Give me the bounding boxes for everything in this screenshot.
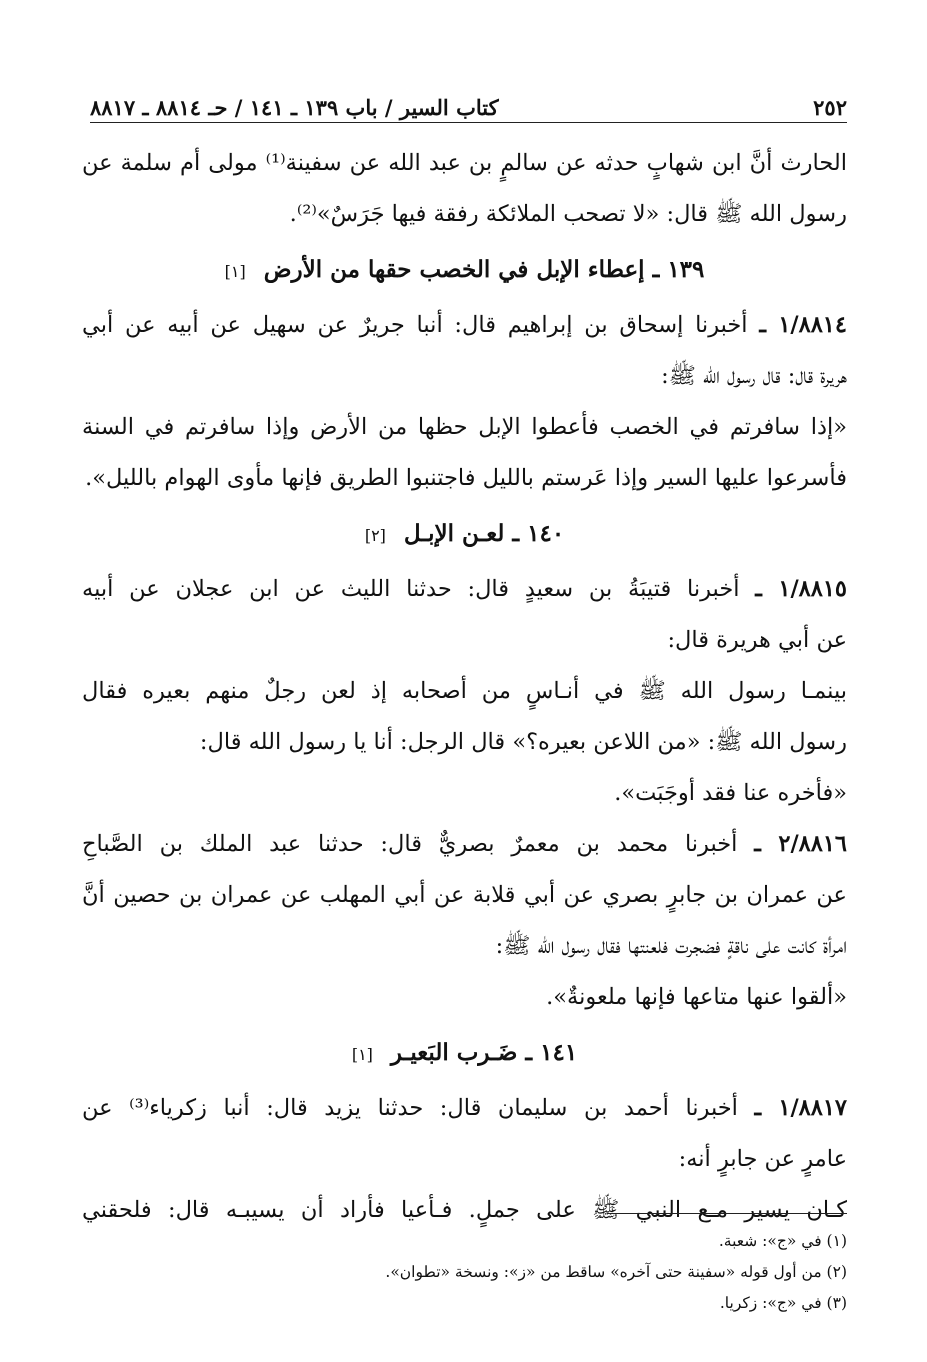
chapter-heading	[82, 504, 847, 564]
chapter-title: ١٣٩ ـ إعطاء الإبل في الخصب حقها من الأرض	[263, 256, 705, 283]
running-header	[90, 84, 847, 123]
hadith-line: رسول الله ﷺ: «من اللاعن بعيره؟» قال الرجل: أنا يا رسول الله قال:	[199, 729, 847, 755]
hadith-text: أخبرنا قتيبَةُ بن سعيدٍ قال: حدثنا الليث عن ابن عجلان عن أبيه	[82, 576, 740, 602]
hadith-line: امرأة كانت على ناقةٍ فضجرت فلعنتها فقال رسول الله ﷺ:	[495, 933, 847, 959]
hadith-line: عن أبي هريرة قال:	[667, 627, 847, 653]
hadith-line: كـان يسير مـع النبي ﷺ على جملٍ. فـأعيا فأراد أن يسيبـه قال: فلحقني	[82, 1197, 847, 1223]
hadith-text: أخبرنا محمد بن معمرٌ بصريٌّ قال: حدثنا عبد الملك بن الصَّباحِ	[82, 831, 738, 857]
hadith-number: ١/٨٨١٧ ـ	[754, 1095, 847, 1121]
hadith-line	[82, 300, 847, 351]
chapter-title: ١٤١ ـ ضَـرب البَعيـر	[390, 1039, 578, 1066]
hadith-number: ١/٨٨١٤ ـ	[759, 312, 847, 338]
hadith-line: عامرٍ عن جابرٍ أنه:	[678, 1146, 847, 1172]
hadith-line	[82, 1083, 847, 1134]
chapter-heading	[82, 1023, 847, 1083]
chapter-heading	[82, 240, 847, 300]
hadith-number: ١/٨٨١٥ ـ	[755, 576, 847, 602]
page-number: ٢٥٢	[813, 95, 847, 120]
hadith-line	[82, 564, 847, 615]
hadith-line: «فأخره عنا فقد أوجَبَت».	[614, 780, 847, 806]
footnote-rule	[607, 1213, 847, 1214]
footnote: (١) في «ج»: شعبة.	[718, 1232, 847, 1250]
hadith-line: بينمـا رسول الله ﷺ في أنـاسٍ من أصحابه إذ لعن رجلٌ منهم بعيره فقال	[82, 678, 847, 704]
chapter-tag: [٢]	[364, 526, 386, 545]
hadith-line: «إذا سافرتم في الخصب فأعطوا الإبل حظها من الأرض وإذا سافرتم في السنة	[82, 414, 847, 440]
hadith-line: هريرة قال: قال رسول الله ﷺ:	[661, 363, 847, 389]
running-title: كتاب السير / باب ١٣٩ ـ ١٤١ / حـ ٨٨١٤ ـ ٨٨١٧	[90, 95, 499, 120]
chapter-tag: [١]	[351, 1045, 373, 1064]
text-line: رسول الله ﷺ قال: «لا تصحب الملائكة رفقة فيها جَرَسٌ»⁽²⁾.	[289, 201, 847, 227]
hadith-number: ٢/٨٨١٦ ـ	[754, 831, 847, 857]
footnotes	[100, 1226, 847, 1319]
hadith-text: أخبرنا إسحاق بن إبراهيم قال: أنبا جريرٌ عن سهيل عن أبيه عن أبي	[82, 312, 748, 338]
hadith-line: عن عمران بن جابرٍ بصري عن أبي قلابة عن أبي المهلب عن عمران بن حصين أنَّ	[82, 882, 847, 908]
text-line: الحارث أنَّ ابن شهابٍ حدثه عن سالمٍ بن عبد الله عن سفينة⁽¹⁾ مولى أم سلمة عن	[82, 150, 847, 176]
main-text	[82, 138, 847, 1236]
hadith-text: أخبرنا أحمد بن سليمان قال: حدثنا يزيد قال: أنبا زكرياء⁽³⁾ عن	[82, 1095, 738, 1121]
hadith-line: فأسرعوا عليها السير وإذا عَرستم بالليل فاجتنبوا الطريق فإنها مأوى الهوام بالليل».	[85, 465, 847, 491]
hadith-line	[82, 819, 847, 870]
chapter-title: ١٤٠ ـ لعـن الإبـل	[403, 520, 565, 547]
hadith-line: «ألقوا عنها متاعها فإنها ملعونةٌ».	[546, 984, 847, 1010]
chapter-tag: [١]	[224, 262, 246, 281]
footnote: (٢) من أول قوله «سفينة حتى آخره» ساقط من «ز»: ونسخة «تطوان».	[385, 1263, 847, 1281]
footnote: (٣) في «ج»: زكريا.	[719, 1294, 847, 1312]
